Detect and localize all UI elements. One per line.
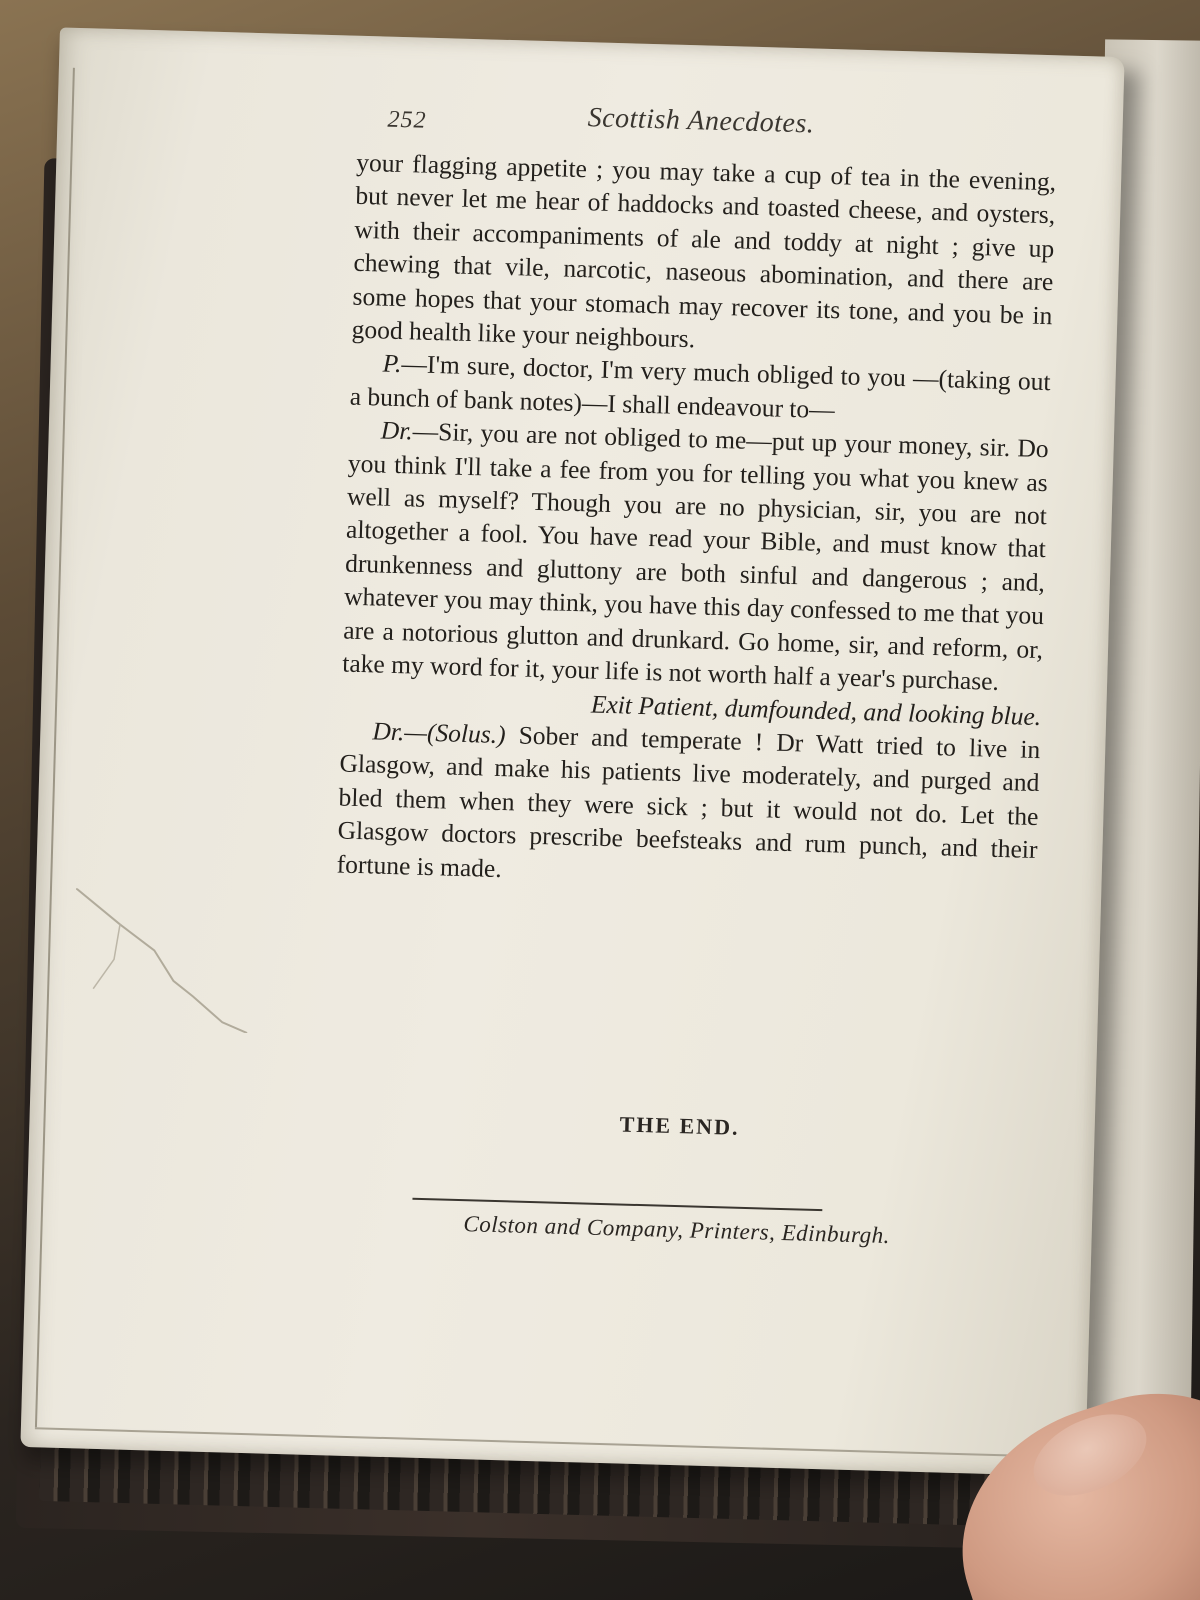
aside-label: —(Solus.): [403, 717, 507, 750]
stage-direction: Exit Patient, dumfounded, and looking blue.: [590, 689, 1042, 731]
paragraph-3-text: —Sir, you are not obliged to me—put up your money, sir. Do you think I'll take a fee from you for telling you what you knew as well as myself? Though you are no physician, sir, you are not altogether a fool. You have read your Bible, and must know that drunkenness and gluttony are both sinful and dangerous ; and, whatever you may think, you have this day confessed to me that you are a notorious glutton and drunkard. Go home, sir, and reform, or, take my word for it, your life is not worth half a year's purchase.: [341, 416, 1050, 696]
body-text: [336, 146, 1056, 900]
paragraph-4-text: Sober and temperate ! Dr Watt tried to live in Glasgow, and make his patients live moderately, and purged and bled them when they were sick ; but it would not do. Let the Glasgow doctors prescribe beefsteaks and rum punch, and their fortune is made.: [336, 720, 1041, 883]
divider-rule: [412, 1198, 822, 1211]
paragraph-2-text: —I'm sure, doctor, I'm very much obliged to you —(taking out a bunch of bank notes)—I shall endeavour to—: [349, 349, 1051, 425]
page-tear: [72, 888, 296, 1034]
paragraph-4: [336, 713, 1040, 900]
paragraph-1: your flagging appetite ; you may take a cup of tea in the evening, but never let me hear of haddocks and toasted cheese, and oysters, with their accompaniments of ale and toddy at night ; give up chewing that vile, narcotic, naseous abomination, and there are some hopes that your stomach may recover its tone, and you be in good health like your neighbours.: [351, 147, 1057, 354]
the-end-heading: THE END.: [619, 1111, 740, 1140]
page-number: 252: [387, 106, 427, 134]
speaker-label: Dr.: [380, 415, 414, 446]
running-head-title: Scottish Anecdotes.: [587, 102, 815, 140]
speaker-label: Dr.: [372, 716, 405, 747]
speaker-label: P.: [382, 348, 402, 379]
printer-imprint: Colston and Company, Printers, Edinburgh.: [463, 1211, 891, 1249]
paragraph-3: [342, 413, 1049, 700]
running-head: [387, 97, 1088, 157]
book-page: [20, 27, 1124, 1476]
